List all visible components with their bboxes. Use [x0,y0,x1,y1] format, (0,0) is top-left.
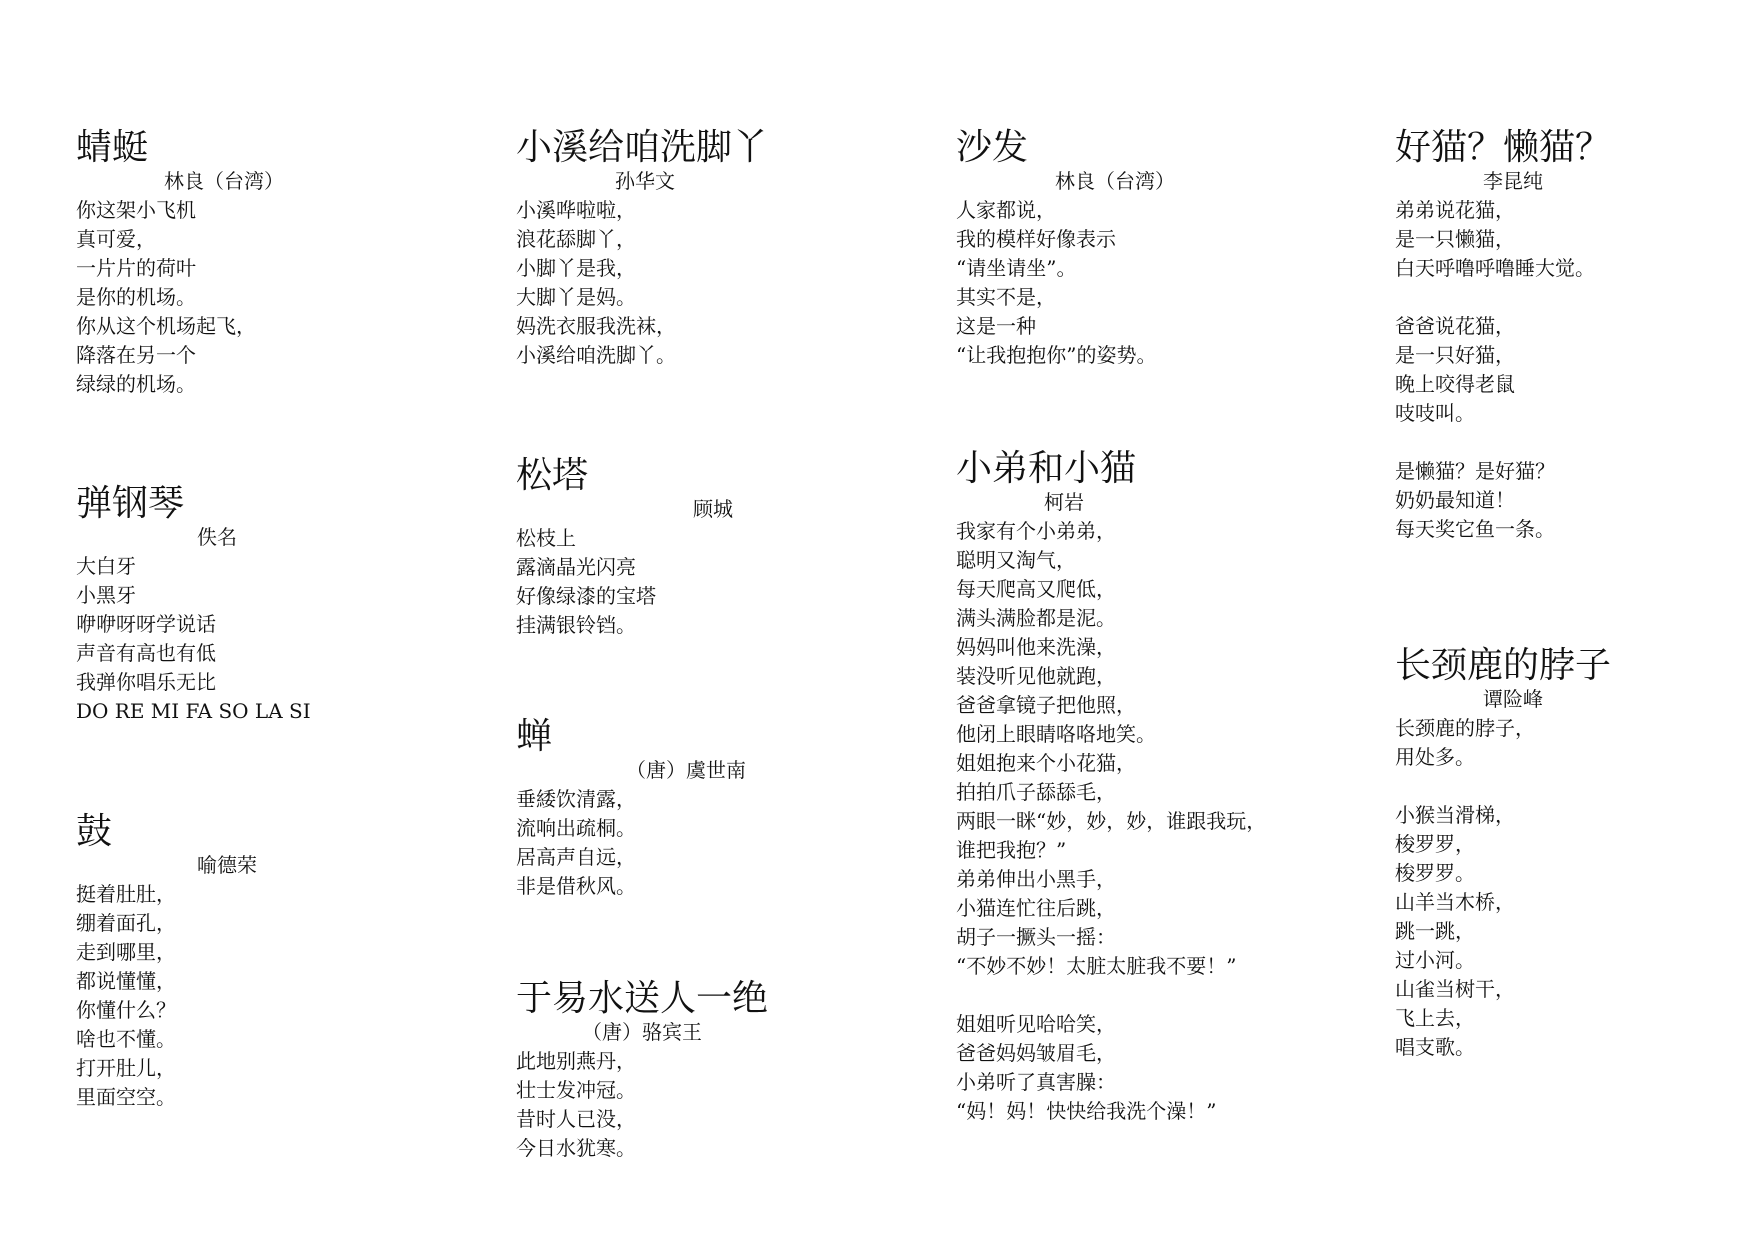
poem-line: 居高声自远， [516,845,636,869]
poem-line: “请坐请坐”。 [956,256,1077,280]
poem-line: 小溪哗啦啦， [516,198,636,222]
poem-line: 咿咿呀呀学说话 [76,612,216,636]
poem-line: 白天呼噜呼噜睡大觉。 [1395,256,1595,280]
poem-haomao [1395,126,1754,544]
poem-line: 我的模样好像表示 [956,227,1116,251]
poem-line: 小猴当滑梯， [1395,803,1515,827]
poem-line: 我家有个小弟弟， [956,519,1116,543]
poem-line: 胡子一撅头一摇： [956,925,1116,949]
poem-line: 一片片的荷叶 [76,256,196,280]
poem-line: 小溪给咱洗脚丫。 [516,343,676,367]
poem-author: 喻德荣 [197,853,257,877]
poem-line: 松枝上 [516,526,576,550]
poem-line: 非是借秋风。 [516,874,636,898]
poem-line: 绿绿的机场。 [76,372,196,396]
poem-line: 妈洗衣服我洗袜， [516,314,676,338]
poem-stanza-break [956,981,1356,1010]
poem-title: 鼓 [76,811,113,852]
poem-line: 过小河。 [1395,948,1475,972]
poem-line: 拍拍爪子舔舔毛， [956,780,1116,804]
poem-line: 爸爸说花猫， [1395,314,1515,338]
poem-line: 这是一种 [956,314,1036,338]
poem-changjinglu [1395,644,1754,1062]
poem-line: 是你的机场。 [76,285,196,309]
poem-author: 顾城 [693,497,733,521]
poem-line: 大白牙 [76,554,136,578]
poem-line: 装没听见他就跑， [956,664,1116,688]
poem-line: 小脚丫是我， [516,256,636,280]
poem-line: 里面空空。 [76,1085,176,1109]
poem-line: 每天爬高又爬低， [956,577,1116,601]
poem-line: 其实不是， [956,285,1056,309]
poem-line: 此地别燕丹， [516,1049,636,1073]
poem-author: 林良（台湾） [1055,169,1175,193]
poem-author: 谭险峰 [1483,687,1543,711]
poem-yishui [516,977,916,1163]
poem-line: 我弹你唱乐无比 [76,670,216,694]
poem-line: 姐姐抱来个小花猫， [956,751,1136,775]
poem-line: 奶奶最知道！ [1395,488,1515,512]
poem-tanggangqin [76,482,476,726]
poem-line: 是一只懒猫， [1395,227,1515,251]
poem-line: 妈妈叫他来洗澡， [956,635,1116,659]
poem-stanza-break [1395,772,1754,801]
poem-line: 浪花舔脚丫， [516,227,636,251]
poem-stanza-break [1395,283,1754,312]
poem-line: 昔时人已没， [516,1107,636,1131]
poem-line: “妈！妈！快快给我洗个澡！” [956,1099,1217,1123]
poem-line: 飞上去， [1395,1006,1475,1030]
poem-line: 壮士发冲冠。 [516,1078,636,1102]
poem-line: 啥也不懂。 [76,1027,176,1051]
poem-author: 佚名 [197,525,237,549]
poem-chan [516,715,916,901]
poem-line: 小猫连忙往后跳， [956,896,1116,920]
poem-line: 爸爸拿镜子把他照， [956,693,1136,717]
poem-author: 李昆纯 [1483,169,1543,193]
poem-stanza-break [1395,428,1754,457]
poem-line: 弟弟伸出小黑手， [956,867,1116,891]
poem-line: 梭罗罗， [1395,832,1475,856]
poem-shafa [956,126,1356,370]
poem-line: 流响出疏桐。 [516,816,636,840]
poem-line: 今日水犹寒。 [516,1136,636,1160]
poem-line: 露滴晶光闪亮 [516,555,636,579]
poem-line: 都说懂懂， [76,969,176,993]
poem-line: 挂满银铃铛。 [516,613,636,637]
poem-author: （唐）虞世南 [626,758,746,782]
poem-title: 弹钢琴 [76,483,185,524]
poem-line: 满头满脸都是泥。 [956,606,1116,630]
poem-title: 小溪给咱洗脚丫 [516,127,769,168]
poem-line: 每天奖它鱼一条。 [1395,517,1555,541]
poem-line: 降落在另一个 [76,343,196,367]
poem-xiaoxi [516,126,916,370]
poem-title: 蝉 [516,716,553,757]
poem-line: 是一只好猫， [1395,343,1515,367]
poem-line: 爸爸妈妈皱眉毛， [956,1041,1116,1065]
poem-songta [516,454,916,640]
poem-line: 长颈鹿的脖子， [1395,716,1535,740]
poem-author: （唐）骆宾王 [582,1020,702,1044]
poem-line: DO RE MI FA SO LA SI [76,699,311,723]
poem-line: 姐姐听见哈哈笑， [956,1012,1116,1036]
poem-line: 唱支歌。 [1395,1035,1475,1059]
poem-line: 你这架小飞机 [76,198,196,222]
poem-line: 打开肚儿， [76,1056,176,1080]
poem-line: 两眼一眯“妙，妙，妙，谁跟我玩， [956,809,1267,833]
poem-line: 用处多。 [1395,745,1475,769]
poem-line: “不妙不妙！太脏太脏我不要！” [956,954,1237,978]
poem-line: 垂緌饮清露， [516,787,636,811]
poem-line: 挺着肚肚， [76,882,176,906]
poem-line: 山羊当木桥， [1395,890,1515,914]
poem-title: 松塔 [516,455,589,496]
poem-qingting [76,126,476,399]
poem-title: 长颈鹿的脖子 [1395,645,1612,686]
poem-title: 小弟和小猫 [956,448,1137,489]
poem-title: 沙发 [956,127,1029,168]
poem-line: 绷着面孔， [76,911,176,935]
poem-gu [76,810,476,1112]
poem-line: 你懂什么？ [76,998,176,1022]
poem-author: 柯岩 [1044,490,1084,514]
poem-line: 人家都说， [956,198,1056,222]
poem-line: 吱吱叫。 [1395,401,1475,425]
poem-title: 好猫？懒猫？ [1395,127,1612,168]
poem-line: 是懒猫？是好猫？ [1395,459,1555,483]
poem-line: 弟弟说花猫， [1395,198,1515,222]
poem-line: 小黑牙 [76,583,136,607]
poem-line: 小弟听了真害臊： [956,1070,1116,1094]
poem-line: 走到哪里， [76,940,176,964]
poem-line: 他闭上眼睛咯咯地笑。 [956,722,1156,746]
poem-line: 谁把我抱？” [956,838,1067,862]
poem-line: 山雀当树干， [1395,977,1515,1001]
poem-xiaodi [956,447,1356,1126]
poem-line: 聪明又淘气， [956,548,1076,572]
poem-title: 于易水送人一绝 [516,978,769,1019]
poem-line: 声音有高也有低 [76,641,216,665]
poem-title: 蜻蜓 [76,127,149,168]
poem-line: 好像绿漆的宝塔 [516,584,656,608]
poem-line: 真可爱， [76,227,156,251]
poem-line: 晚上咬得老鼠 [1395,372,1515,396]
poem-author: 孙华文 [615,169,675,193]
poem-line: 你从这个机场起飞， [76,314,256,338]
poem-author: 林良（台湾） [164,169,284,193]
poem-line: 大脚丫是妈。 [516,285,636,309]
poem-line: 跳一跳， [1395,919,1475,943]
poem-line: “让我抱抱你”的姿势。 [956,343,1157,367]
poem-line: 梭罗罗。 [1395,861,1475,885]
